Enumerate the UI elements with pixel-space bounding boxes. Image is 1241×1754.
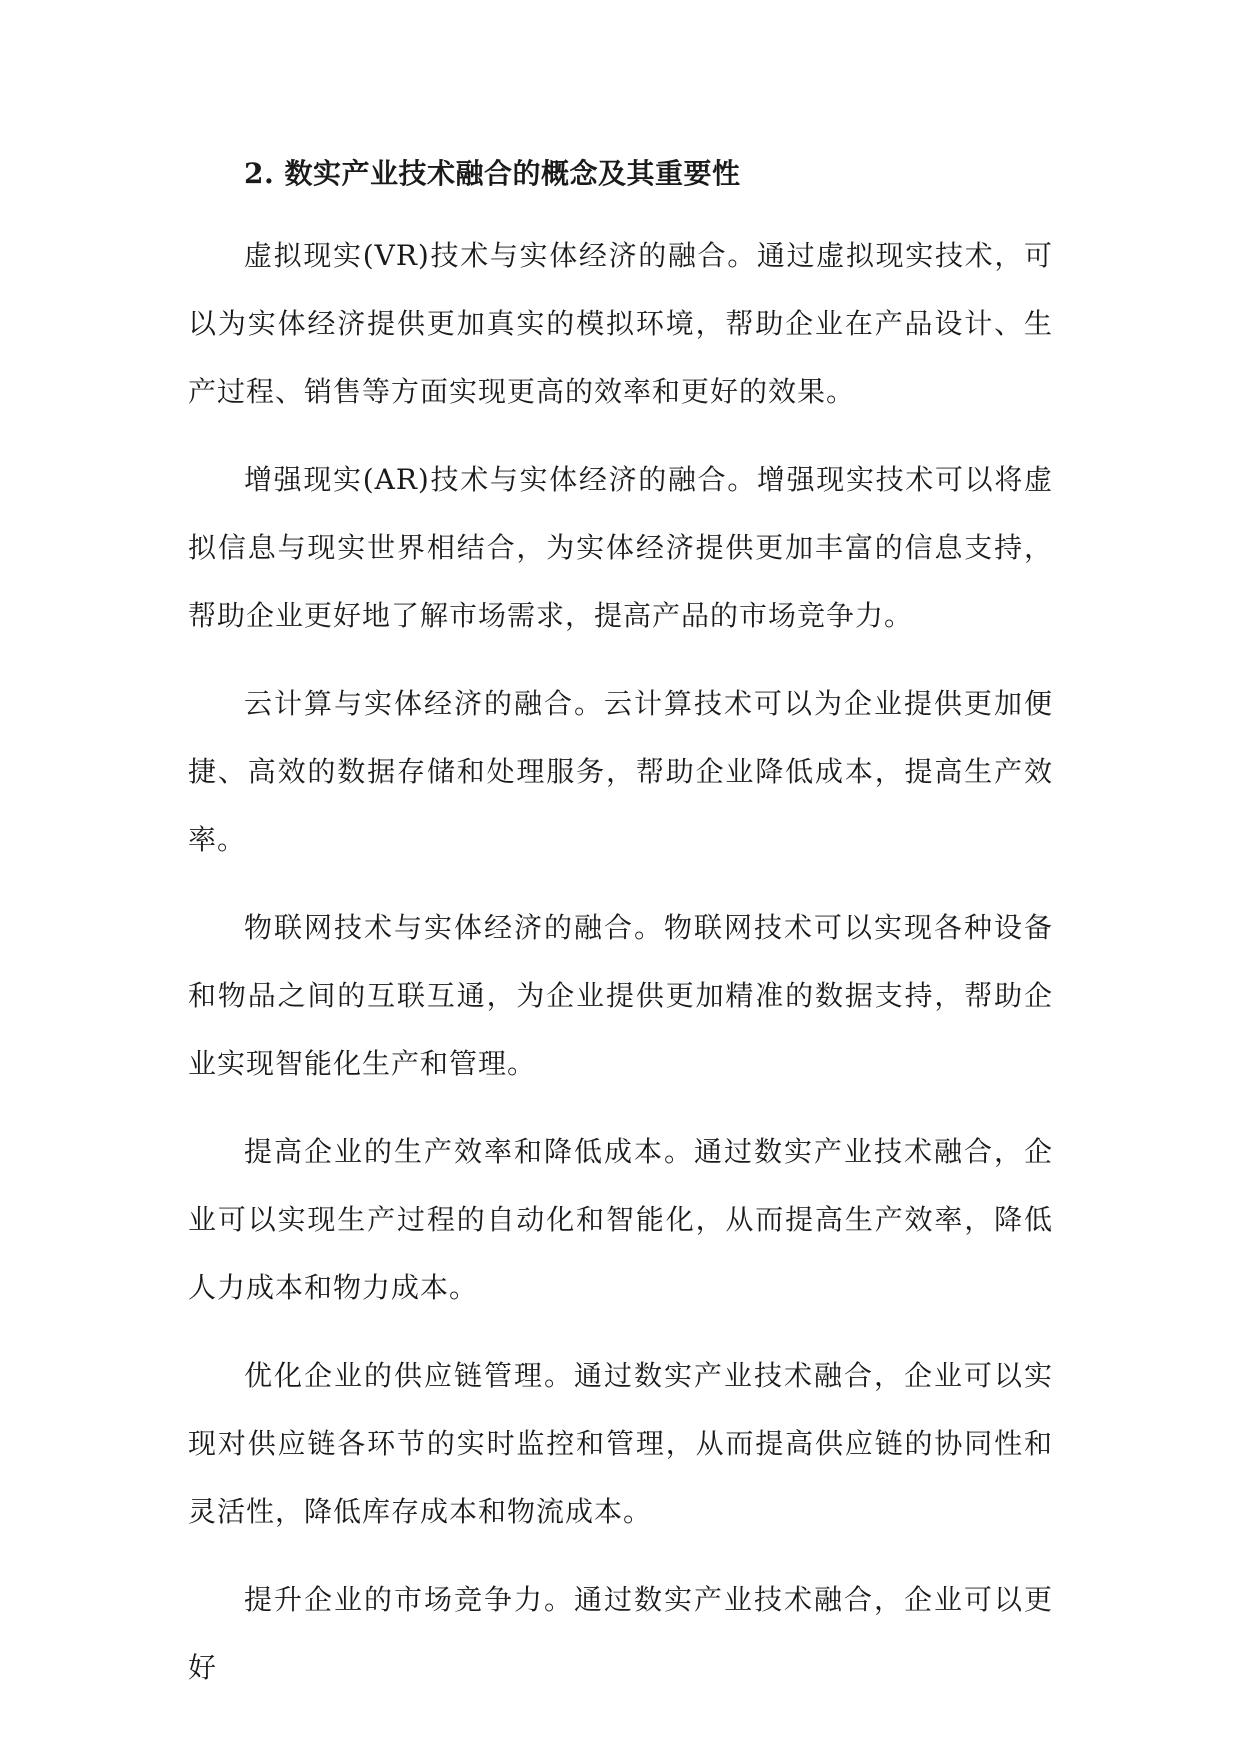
section-heading: 2. 数实产业技术融合的概念及其重要性 <box>244 157 741 190</box>
document-body <box>188 146 1053 1702</box>
paragraph-ar: 增强现实(AR)技术与实体经济的融合。增强现实技术可以将虚拟信息与现实世界相结合，为实体经济提供更加丰富的信息支持，帮助企业更好地了解市场需求，提高产品的市场竞争力。 <box>188 463 1053 632</box>
paragraph-efficiency: 提高企业的生产效率和降低成本。通过数实产业技术融合，企业可以实现生产过程的自动化和智能化，从而提高生产效率，降低人力成本和物力成本。 <box>188 1135 1053 1304</box>
paragraph-competitiveness: 提升企业的市场竞争力。通过数实产业技术融合，企业可以更好 <box>188 1583 1053 1684</box>
paragraph-iot: 物联网技术与实体经济的融合。物联网技术可以实现各种设备和物品之间的互联互通，为企业提供更加精准的数据支持，帮助企业实现智能化生产和管理。 <box>188 911 1053 1080</box>
paragraph-vr: 虚拟现实(VR)技术与实体经济的融合。通过虚拟现实技术，可以为实体经济提供更加真实的模拟环境，帮助企业在产品设计、生产过程、销售等方面实现更高的效率和更好的效果。 <box>188 239 1053 408</box>
paragraph-supply-chain: 优化企业的供应链管理。通过数实产业技术融合，企业可以实现对供应链各环节的实时监控和管理，从而提高供应链的协同性和灵活性，降低库存成本和物流成本。 <box>188 1359 1053 1528</box>
paragraph-cloud: 云计算与实体经济的融合。云计算技术可以为企业提供更加便捷、高效的数据存储和处理服务，帮助企业降低成本，提高生产效率。 <box>188 687 1053 856</box>
